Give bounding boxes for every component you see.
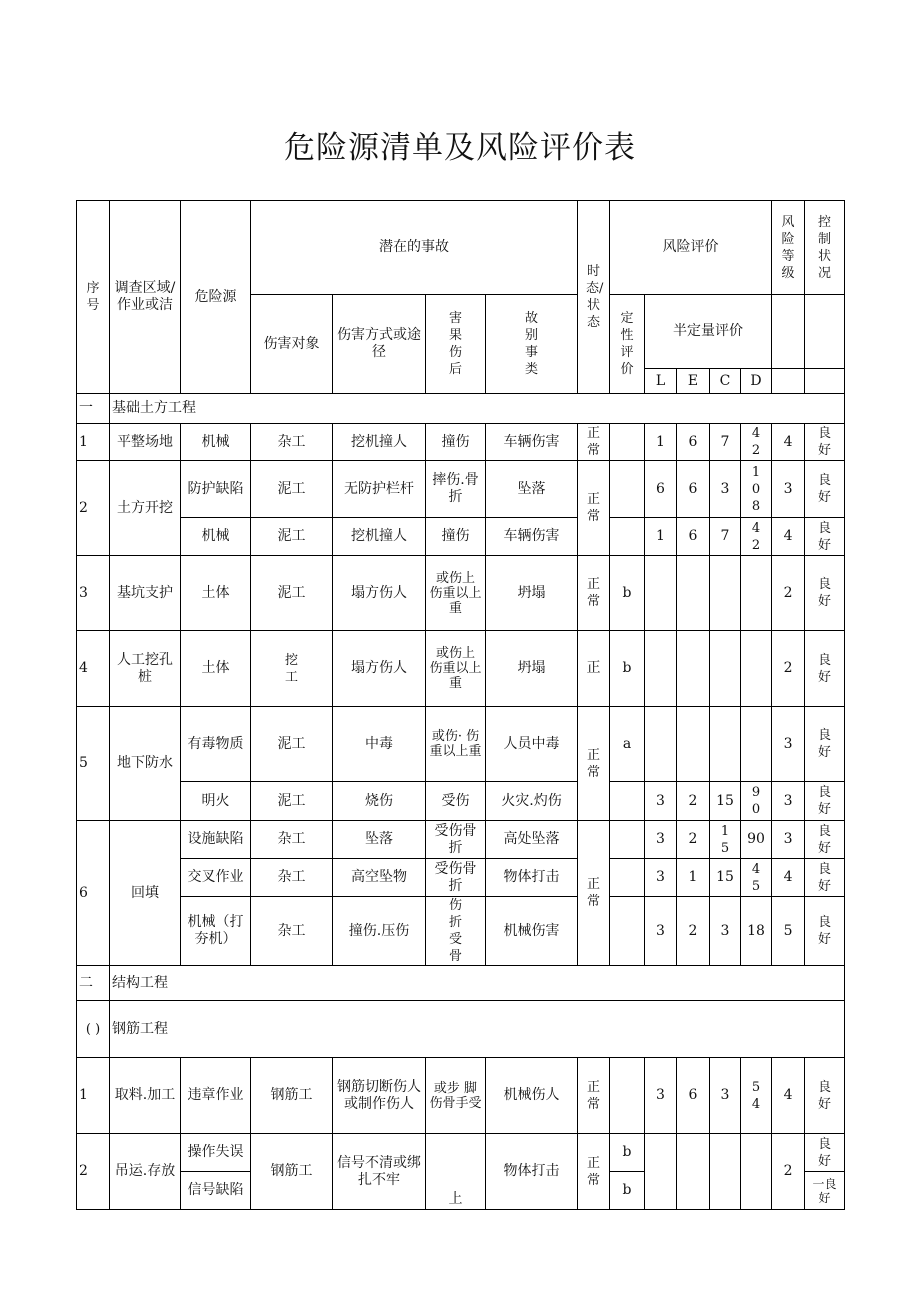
- header-area: 调查区域/作业或洁: [110, 201, 181, 394]
- cell-area: 人工挖孔桩: [110, 631, 181, 707]
- cell-qual: [610, 897, 645, 966]
- table-row: [77, 631, 845, 707]
- cell-victim: 泥工: [251, 556, 333, 631]
- cell-consequence: 或伤· 伤重以上重: [426, 707, 486, 782]
- section-title: 结构工程: [110, 966, 845, 1001]
- cell-type: 坠落: [486, 461, 578, 518]
- cell-level: 2: [772, 631, 805, 707]
- table-row: [77, 707, 845, 782]
- table-row: [77, 461, 845, 518]
- header-control-blank2: [805, 369, 845, 394]
- header-semi-quant: 半定量评价: [645, 295, 772, 369]
- cell-consequence: 摔伤.骨折: [426, 461, 486, 518]
- cell-type: 人员中毒: [486, 707, 578, 782]
- cell-method: 钢筋切断伤人或制作伤人: [333, 1058, 426, 1134]
- table-row: [77, 424, 845, 461]
- cell-seq: 2: [77, 461, 110, 556]
- cell-victim: 杂工: [251, 859, 333, 897]
- cell-seq: 1: [77, 424, 110, 461]
- cell-E: [677, 707, 710, 782]
- cell-victim: 泥工: [251, 518, 333, 556]
- cell-E: [677, 556, 710, 631]
- cell-victim: 杂工: [251, 821, 333, 859]
- cell-E: 2: [677, 782, 710, 821]
- cell-control: 良好: [805, 1058, 845, 1134]
- cell-D: 42: [741, 424, 772, 461]
- cell-qual: a: [610, 707, 645, 782]
- cell-C: 3: [710, 897, 741, 966]
- cell-state: 正常: [578, 1134, 610, 1210]
- cell-control: 一良好: [805, 1172, 845, 1210]
- cell-area: 土方开挖: [110, 461, 181, 556]
- table-row: [77, 1134, 845, 1172]
- cell-area: 吊运.存放: [110, 1134, 181, 1210]
- cell-hazard: 明火: [181, 782, 251, 821]
- cell-seq: 3: [77, 556, 110, 631]
- cell-E: 6: [677, 1058, 710, 1134]
- cell-L: [645, 1134, 677, 1210]
- table-row: [77, 782, 845, 821]
- cell-L: 3: [645, 821, 677, 859]
- cell-C: 3: [710, 1058, 741, 1134]
- cell-method: 高空坠物: [333, 859, 426, 897]
- cell-hazard: 防护缺陷: [181, 461, 251, 518]
- cell-level: 4: [772, 1058, 805, 1134]
- cell-D: 54: [741, 1058, 772, 1134]
- cell-seq: 2: [77, 1134, 110, 1210]
- cell-level: 3: [772, 821, 805, 859]
- cell-level: 3: [772, 707, 805, 782]
- cell-seq: 1: [77, 1058, 110, 1134]
- cell-control: 良好: [805, 897, 845, 966]
- cell-L: 1: [645, 518, 677, 556]
- cell-C: 7: [710, 518, 741, 556]
- header-seq: 序号: [77, 201, 110, 394]
- cell-E: 2: [677, 821, 710, 859]
- cell-type: 物体打击: [486, 1134, 578, 1210]
- cell-level: 3: [772, 461, 805, 518]
- cell-hazard: 机械: [181, 518, 251, 556]
- cell-method: 中毒: [333, 707, 426, 782]
- cell-qual: b: [610, 631, 645, 707]
- cell-D: [741, 556, 772, 631]
- section-number: 二: [77, 966, 110, 1001]
- cell-control: 良好: [805, 424, 845, 461]
- cell-type: 火灾.灼伤: [486, 782, 578, 821]
- cell-C: [710, 631, 741, 707]
- header-method: 伤害方式或途径: [333, 295, 426, 394]
- cell-seq: 4: [77, 631, 110, 707]
- cell-E: 6: [677, 518, 710, 556]
- cell-hazard: 机械: [181, 424, 251, 461]
- header-control-blank: [805, 295, 845, 369]
- cell-control: 良好: [805, 461, 845, 518]
- cell-control: 良好: [805, 782, 845, 821]
- cell-victim: 杂工: [251, 897, 333, 966]
- cell-level: 4: [772, 518, 805, 556]
- cell-D: [741, 1134, 772, 1210]
- cell-D: 90: [741, 821, 772, 859]
- cell-consequence: 受伤: [426, 782, 486, 821]
- cell-area: 回填: [110, 821, 181, 966]
- cell-area: 地下防水: [110, 707, 181, 821]
- cell-control: 良好: [805, 859, 845, 897]
- section-number: 一: [77, 394, 110, 424]
- cell-type: 车辆伤害: [486, 424, 578, 461]
- cell-E: 6: [677, 424, 710, 461]
- header-time-state: 时态/状态: [578, 201, 610, 394]
- cell-consequence: 受伤骨折: [426, 821, 486, 859]
- cell-consequence: 受伤骨折: [426, 859, 486, 897]
- cell-method: 坠落: [333, 821, 426, 859]
- cell-control: 良好: [805, 821, 845, 859]
- header-C: C: [710, 369, 741, 394]
- cell-L: [645, 707, 677, 782]
- cell-type: 坍塌: [486, 556, 578, 631]
- cell-hazard: 设施缺陷: [181, 821, 251, 859]
- cell-L: 6: [645, 461, 677, 518]
- cell-consequence: 或伤上 伤重以上重: [426, 556, 486, 631]
- table-row: [77, 859, 845, 897]
- header-L: L: [645, 369, 677, 394]
- subsection-title: 钢筋工程: [110, 1001, 845, 1058]
- cell-state: 正常: [578, 821, 610, 966]
- header-risk-eval: 风险评价: [610, 201, 772, 295]
- cell-level: 4: [772, 859, 805, 897]
- cell-type: 机械伤害: [486, 897, 578, 966]
- section-title: 基础土方工程: [110, 394, 845, 424]
- cell-C: 3: [710, 461, 741, 518]
- cell-C: 15: [710, 821, 741, 859]
- cell-victim: 挖工: [251, 631, 333, 707]
- cell-control: 良好: [805, 518, 845, 556]
- cell-L: 3: [645, 1058, 677, 1134]
- cell-level: 3: [772, 782, 805, 821]
- table-row: [77, 897, 845, 966]
- cell-consequence: 伤折受骨: [426, 897, 486, 966]
- cell-qual: [610, 859, 645, 897]
- header-D: D: [741, 369, 772, 394]
- table-row: [77, 556, 845, 631]
- cell-control: 良好: [805, 556, 845, 631]
- cell-L: [645, 556, 677, 631]
- cell-D: 90: [741, 782, 772, 821]
- cell-control: 良好: [805, 1134, 845, 1172]
- cell-D: 108: [741, 461, 772, 518]
- cell-method: 塌方伤人: [333, 556, 426, 631]
- cell-C: 7: [710, 424, 741, 461]
- cell-state: 正常: [578, 461, 610, 556]
- cell-method: 挖机撞人: [333, 424, 426, 461]
- cell-consequence: 上: [426, 1134, 486, 1210]
- cell-method: 无防护栏杆: [333, 461, 426, 518]
- cell-method: 挖机撞人: [333, 518, 426, 556]
- header-hazard: 危险源: [181, 201, 251, 394]
- cell-area: 基坑支护: [110, 556, 181, 631]
- cell-consequence: 撞伤: [426, 424, 486, 461]
- cell-victim: 泥工: [251, 461, 333, 518]
- table-row: [77, 518, 845, 556]
- cell-victim: 泥工: [251, 782, 333, 821]
- header-control: 控制状况: [805, 201, 845, 295]
- header-risk-level-blank: [772, 295, 805, 369]
- cell-qual: b: [610, 556, 645, 631]
- cell-D: 18: [741, 897, 772, 966]
- cell-victim: 钢筋工: [251, 1134, 333, 1210]
- cell-level: 2: [772, 556, 805, 631]
- cell-E: 1: [677, 859, 710, 897]
- cell-D: 45: [741, 859, 772, 897]
- cell-level: 5: [772, 897, 805, 966]
- cell-type: 物体打击: [486, 859, 578, 897]
- cell-seq: 6: [77, 821, 110, 966]
- header-qualitative: 定性评价: [610, 295, 645, 394]
- cell-area: 平整场地: [110, 424, 181, 461]
- cell-qual: [610, 821, 645, 859]
- cell-qual: b: [610, 1172, 645, 1210]
- cell-hazard: 有毒物质: [181, 707, 251, 782]
- cell-qual: b: [610, 1134, 645, 1172]
- page-title: 危险源清单及风险评价表: [284, 130, 636, 166]
- table-row: [77, 1058, 845, 1134]
- cell-type: 车辆伤害: [486, 518, 578, 556]
- cell-L: 3: [645, 782, 677, 821]
- cell-qual: [610, 518, 645, 556]
- cell-L: 3: [645, 897, 677, 966]
- cell-method: 烧伤: [333, 782, 426, 821]
- cell-L: 1: [645, 424, 677, 461]
- cell-C: [710, 1134, 741, 1210]
- cell-D: [741, 631, 772, 707]
- cell-consequence: 或步 脚伤骨手受: [426, 1058, 486, 1134]
- cell-hazard: 交叉作业: [181, 859, 251, 897]
- cell-qual: [610, 424, 645, 461]
- cell-method: 塌方伤人: [333, 631, 426, 707]
- cell-hazard: 违章作业: [181, 1058, 251, 1134]
- cell-L: [645, 631, 677, 707]
- cell-type: 机械伤人: [486, 1058, 578, 1134]
- cell-state: 正: [578, 631, 610, 707]
- cell-hazard: 土体: [181, 631, 251, 707]
- cell-L: 3: [645, 859, 677, 897]
- cell-hazard: 信号缺陷: [181, 1172, 251, 1210]
- cell-control: 良好: [805, 631, 845, 707]
- cell-C: [710, 556, 741, 631]
- header-potential: 潜在的事故: [251, 201, 578, 295]
- risk-table: [76, 200, 845, 1210]
- header-victim: 伤害对象: [251, 295, 333, 394]
- cell-state: 正常: [578, 424, 610, 461]
- header-accident-type: 故别事类: [486, 295, 578, 394]
- cell-method: 撞伤.压伤: [333, 897, 426, 966]
- cell-area: 取料.加工: [110, 1058, 181, 1134]
- cell-control: 良好: [805, 707, 845, 782]
- cell-state: 正常: [578, 707, 610, 821]
- cell-C: [710, 707, 741, 782]
- cell-level: 4: [772, 424, 805, 461]
- table-row: [77, 821, 845, 859]
- cell-level: 2: [772, 1134, 805, 1210]
- cell-consequence: 撞伤: [426, 518, 486, 556]
- cell-hazard: 操作失误: [181, 1134, 251, 1172]
- header-risk-level: 风险等级: [772, 201, 805, 295]
- cell-consequence: 或伤上 伤重以上重: [426, 631, 486, 707]
- cell-C: 15: [710, 859, 741, 897]
- cell-D: [741, 707, 772, 782]
- cell-E: [677, 1134, 710, 1210]
- cell-C: 15: [710, 782, 741, 821]
- cell-E: 2: [677, 897, 710, 966]
- cell-E: 6: [677, 461, 710, 518]
- cell-method: 信号不清或绑扎不牢: [333, 1134, 426, 1210]
- cell-state: 正常: [578, 556, 610, 631]
- cell-D: 42: [741, 518, 772, 556]
- cell-seq: 5: [77, 707, 110, 821]
- cell-victim: 杂工: [251, 424, 333, 461]
- header-risk-level-blank2: [772, 369, 805, 394]
- header-E: E: [677, 369, 710, 394]
- subsection-number: ( ): [77, 1001, 110, 1058]
- cell-qual: [610, 461, 645, 518]
- cell-type: 坍塌: [486, 631, 578, 707]
- cell-state: 正常: [578, 1058, 610, 1134]
- cell-hazard: 机械（打夯机）: [181, 897, 251, 966]
- cell-E: [677, 631, 710, 707]
- cell-victim: 钢筋工: [251, 1058, 333, 1134]
- cell-victim: 泥工: [251, 707, 333, 782]
- cell-qual: [610, 1058, 645, 1134]
- cell-qual: [610, 782, 645, 821]
- header-consequence: 害果伤后: [426, 295, 486, 394]
- cell-hazard: 土体: [181, 556, 251, 631]
- cell-type: 高处坠落: [486, 821, 578, 859]
